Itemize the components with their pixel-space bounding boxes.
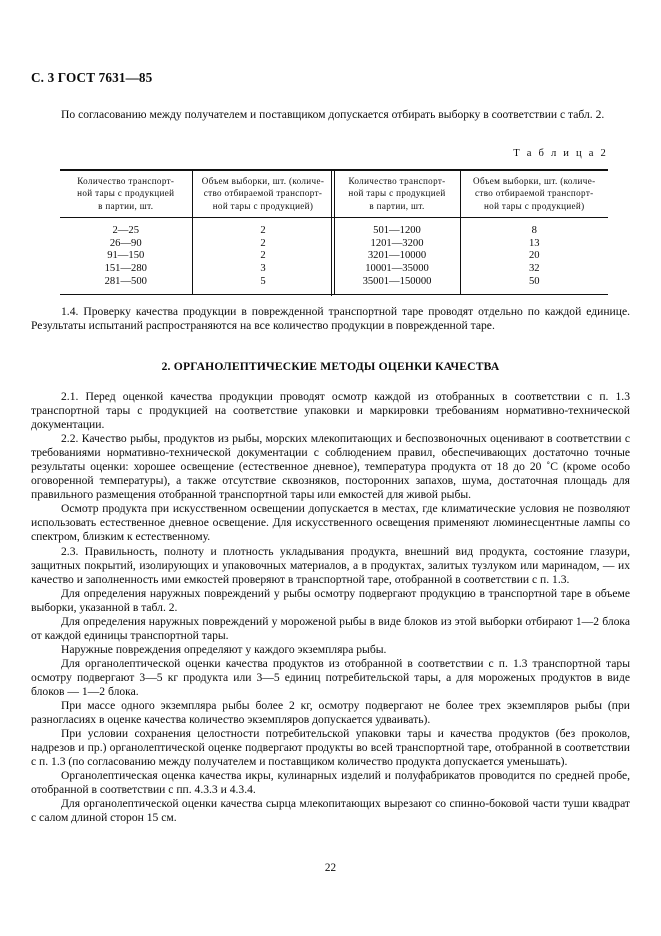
cell-value: 2: [260, 225, 266, 237]
header-line: ной тары с продукцией): [483, 200, 585, 211]
table-2: [60, 169, 608, 295]
section-2-body: [31, 390, 630, 825]
intro-paragraph: По согласованию между получателем и поставщиком допускается отбирать выборку в соответствии с табл. 2.: [61, 108, 605, 121]
cell-value: 13: [528, 237, 540, 249]
header-line: Объем выборки, шт. (количе-: [201, 176, 325, 186]
table-header-cell-1: [60, 170, 192, 218]
table-2-wrapper: [60, 169, 608, 295]
clause-1-4: 1.4. Проверку качества продукции в поврежденной транспортной таре проводят отдельно по каждой единице. Результаты испытаний распространяются на все количество продукции в поврежденной таре.: [31, 305, 630, 333]
cell-value: 8: [531, 225, 537, 237]
cell-left-samples: [192, 218, 334, 295]
intro-paragraph-block: [31, 108, 630, 122]
table-caption: Т а б л и ц а 2: [513, 148, 608, 159]
paragraph-large-specimen-mass: При массе одного экземпляра рыбы более 2 кг, осмотру подвергают не более трех экземпляров рыбы (при разногласиях в оценке качества количество экземпляров допускается удваивать).: [31, 699, 630, 727]
cell-right-quantities: [334, 218, 460, 295]
cell-value: 1201—3200: [370, 237, 424, 249]
paragraph-external-damage-fish: Для определения наружных повреждений у рыбы осмотру подвергают продукцию в транспортной таре в объеме выборки, указанной в табл. 2.: [31, 586, 630, 614]
clause-2-3: 2.3. Правильность, полноту и плотность укладывания продукта, внешний вид продукта, состояние глазури, защитных покрытий, изолирующих и упаковочных материалов, а в продуктах, залитых тузлуком или маринадом, — их качество и заполненность ими емкостей проверяют в транспортной таре, отобранной в соответствии с п. 1.3.: [31, 544, 630, 586]
paragraph-intact-packaging: При условии сохранения целостности потребительской упаковки тары и качества продуктов (без проколов, надрезов и пр.) органолептической оценке подвергают продукты во всей транспортной таре, отобранной в соответствии с п. 1.3 (по согласованию между получателем и поставщиком количество продукта допускается уменьшать).: [31, 727, 630, 769]
running-head: С. 3 ГОСТ 7631—85: [31, 70, 153, 85]
cell-value: 91—150: [107, 250, 145, 262]
cell-value: 2: [260, 250, 266, 262]
header-line: ство отбираемой транспорт-: [474, 188, 594, 199]
section-2-title: 2. ОРГАНОЛЕПТИЧЕСКИЕ МЕТОДЫ ОЦЕНКИ КАЧЕСТВА: [161, 360, 500, 373]
cell-value: 10001—35000: [365, 263, 429, 274]
cell-value: 35001—150000: [362, 275, 432, 287]
cell-value: 2—25: [112, 225, 139, 237]
cell-value: 20: [528, 250, 540, 262]
header-line: ной тары с продукцией: [348, 188, 446, 199]
table-row: [60, 218, 608, 295]
paragraph-caviar-culinary: Органолептическая оценка качества икры, кулинарных изделий и полуфабрикатов проводится по средней пробе, отобранной в соответствии с пп. 4.3.3 и 4.3.4.: [31, 769, 630, 797]
paragraph-damage-each-specimen: Наружные повреждения определяют у каждого экземпляра рыбы.: [61, 642, 387, 656]
table-body: [60, 218, 608, 295]
cell-value: 2: [260, 237, 266, 249]
clause-2-1: 2.1. Перед оценкой качества продукции проводят осмотр каждой из отобранных в соответствии с п. 1.3 транспортной тары с продукцией на соответствие упаковки и маркировки требованиям нормативно-технической документации.: [31, 390, 630, 432]
table-header-row: [60, 170, 608, 218]
cell-value: 50: [528, 275, 540, 287]
cell-left-quantities: [60, 218, 192, 295]
clause-2-2: 2.2. Качество рыбы, продуктов из рыбы, морских млекопитающих и беспозвоночных оценивают в соответствии с требованиями нормативно-технической документации с соблюдением правил, обеспечивающих достаточно точные результаты оценки: хорошее освещение (естественное дневное), температура продукта от 18 до 20 ˚С (кроме особо оговоренной температуры), а также отсутствие сквозняков, посторонних запахов, шума, достаточная площадь для правильного размещения отобранной транспортной тары или емкостей для живой рыбы.: [31, 432, 630, 502]
cell-value: 5: [260, 275, 266, 287]
cell-value: 151—280: [104, 263, 147, 274]
cell-value: 3201—10000: [367, 250, 427, 262]
clause-1-4-block: [31, 305, 630, 333]
paragraph-mammal-raw: Для органолептической оценки качества сырца млекопитающих вырезают со спинно-боковой части туши квадрат с салом длиной сторон 15 см.: [31, 797, 630, 825]
table-header-cell-2: [192, 170, 334, 218]
paragraph-external-damage-blocks: Для определения наружных повреждений у мороженой рыбы в виде блоков из этой выборки отбирают 1—2 блока от каждой единицы транспортной тары.: [31, 614, 630, 642]
header-line: Количество транспорт-: [348, 176, 446, 186]
table-header-cell-4: [460, 170, 608, 218]
page-number: 22: [324, 862, 337, 874]
cell-right-samples: [460, 218, 608, 295]
paragraph-organoleptic-products: Для органолептической оценки качества продуктов из отобранной в соответствии с п. 1.3 транспортной тары осмотру подвергают 3—5 кг продукта или 3—5 единиц потребительской тары, а для мороженых продуктов в виде блоков — 1—2 блока.: [31, 656, 630, 698]
header-line: ной тары с продукцией: [77, 188, 175, 199]
cell-value: 26—90: [109, 237, 142, 249]
table-header-cell-3: [334, 170, 460, 218]
paragraph-artificial-lighting: Осмотр продукта при искусственном освещении допускается в местах, где климатические условия не позволяют использовать естественное дневное освещение. Для искусственного освещения применяют люминесцентные лампы со спектром, близким к естественному.: [31, 502, 630, 544]
table-head: [60, 170, 608, 218]
header-line: в партии, шт.: [98, 200, 154, 211]
header-line: Количество транспорт-: [77, 176, 175, 186]
cell-value: 501—1200: [373, 225, 421, 237]
header-line: ной тары с продукцией): [212, 200, 314, 211]
header-line: в партии, шт.: [369, 200, 425, 211]
header-line: ство отбираемой транспорт-: [203, 188, 323, 199]
header-line: Объем выборки, шт. (количе-: [473, 176, 596, 186]
cell-value: 3: [260, 263, 266, 274]
cell-value: 32: [528, 263, 540, 274]
cell-value: 281—500: [104, 275, 147, 287]
